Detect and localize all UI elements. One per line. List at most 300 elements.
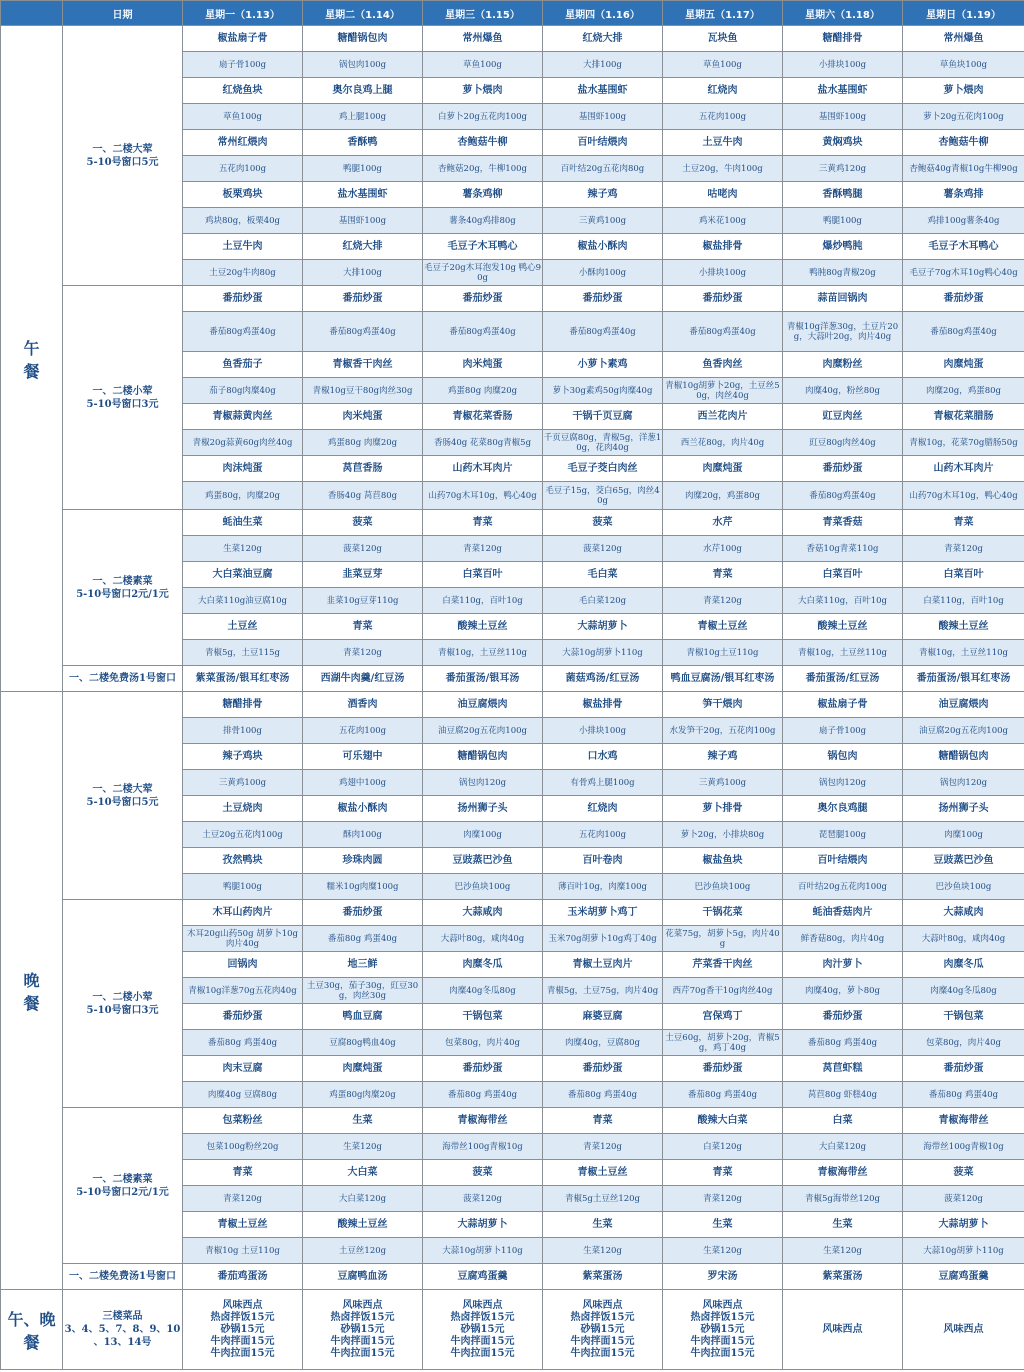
dish-name: 鸭血豆腐 [303, 1004, 423, 1030]
soup-item: 紫菜蛋汤 [543, 1264, 663, 1290]
dish-name: 辣子鸡块 [183, 744, 303, 770]
dish-ingredients: 肉糜40g冬瓜80g [903, 978, 1024, 1004]
dish-name: 酒香肉 [303, 692, 423, 718]
dish-ingredients: 青椒5g海带丝120g [783, 1186, 903, 1212]
dish-name: 杏鲍菇牛柳 [903, 130, 1024, 156]
dish-ingredients: 西芹70g香干10g肉丝40g [663, 978, 783, 1004]
dish-name: 酸辣土豆丝 [783, 614, 903, 640]
dish-name: 盐水基围虾 [303, 182, 423, 208]
dish-name: 大白菜 [303, 1160, 423, 1186]
dish-name: 番茄炒蛋 [183, 286, 303, 312]
dish-name: 青椒香干肉丝 [303, 352, 423, 378]
dish-ingredients: 大白菜120g [303, 1186, 423, 1212]
dish-name: 肉米炖蛋 [423, 352, 543, 378]
dish-ingredients: 肉糜100g [423, 822, 543, 848]
dish-name: 青椒土豆丝 [663, 614, 783, 640]
dish-name: 毛豆子木耳鸭心 [903, 234, 1024, 260]
dish-name: 白菜百叶 [423, 562, 543, 588]
dish-name: 扬州狮子头 [903, 796, 1024, 822]
dish-ingredients: 番茄80g鸡蛋40g [543, 312, 663, 352]
dish-ingredients: 水芹100g [663, 536, 783, 562]
dish-ingredients: 木耳20g山药50g 胡萝卜10g肉片40g [183, 926, 303, 952]
dish-name: 椒盐排骨 [543, 692, 663, 718]
soup-item: 豆腐鸡蛋羹 [903, 1264, 1024, 1290]
dish-ingredients: 毛豆子15g，茭白65g，肉丝40g [543, 482, 663, 510]
dish-ingredients: 五花肉100g [303, 718, 423, 744]
dish-ingredients: 包菜80g，肉片40g [423, 1030, 543, 1056]
dish-ingredients: 小酥肉100g [543, 260, 663, 286]
dish-name: 酸辣土豆丝 [423, 614, 543, 640]
dish-ingredients: 生菜120g [303, 1134, 423, 1160]
dish-ingredients: 锅包肉120g [423, 770, 543, 796]
dish-name: 干锅花菜 [663, 900, 783, 926]
dish-ingredients: 草鱼100g [183, 104, 303, 130]
soup-item: 鸭血豆腐汤/银耳红枣汤 [663, 666, 783, 692]
dish-name: 毛白菜 [543, 562, 663, 588]
dish-ingredients: 鸭肫80g青椒20g [783, 260, 903, 286]
dish-ingredients: 番茄80g鸡蛋40g [783, 482, 903, 510]
dish-ingredients: 鸡蛋80g肉糜20g [303, 1082, 423, 1108]
dish-name: 大蒜胡萝卜 [543, 614, 663, 640]
dish-name: 青菜香菇 [783, 510, 903, 536]
dish-ingredients: 锅包肉100g [303, 52, 423, 78]
soup-item: 紫菜蛋汤/银耳红枣汤 [183, 666, 303, 692]
dish-ingredients: 肉糜40g，豆腐80g [543, 1030, 663, 1056]
dish-ingredients: 山药70g木耳10g，鸭心40g [423, 482, 543, 510]
dish-name: 生菜 [663, 1212, 783, 1238]
dish-name: 番茄炒蛋 [543, 286, 663, 312]
dish-ingredients: 大蒜叶80g，咸肉40g [423, 926, 543, 952]
dish-ingredients: 番茄80g 鸡蛋40g [543, 1082, 663, 1108]
dish-name: 油豆腐煨肉 [423, 692, 543, 718]
dish-name: 糖醋排骨 [783, 26, 903, 52]
dish-name: 糖醋锅包肉 [423, 744, 543, 770]
dish-ingredients: 豇豆80g肉丝40g [783, 430, 903, 456]
dish-name: 白菜百叶 [783, 562, 903, 588]
dish-ingredients: 五花肉100g [543, 822, 663, 848]
dish-name: 番茄炒蛋 [423, 286, 543, 312]
dish-ingredients: 青椒10g，土豆丝110g [903, 640, 1024, 666]
dish-ingredients: 大蒜10g胡萝卜110g [423, 1238, 543, 1264]
dish-name: 鱼香茄子 [183, 352, 303, 378]
dish-ingredients: 三黄鸡100g [663, 770, 783, 796]
dish-name: 油豆腐煨肉 [903, 692, 1024, 718]
dish-ingredients: 糯米10g肉糜100g [303, 874, 423, 900]
dish-name: 奥尔良鸡腿 [783, 796, 903, 822]
soup-item: 番茄蛋汤/红豆汤 [783, 666, 903, 692]
dish-name: 肉末豆腐 [183, 1056, 303, 1082]
dish-ingredients: 百叶结20g五花肉100g [783, 874, 903, 900]
dish-ingredients: 青菜120g [903, 536, 1024, 562]
dish-ingredients: 青菜120g [183, 1186, 303, 1212]
dish-name: 番茄炒蛋 [903, 1056, 1024, 1082]
third-floor-item: 风味西点 热卤拌饭15元 砂锅15元 牛肉拌面15元 牛肉拉面15元 [663, 1290, 783, 1370]
dish-ingredients: 菠菜120g [543, 536, 663, 562]
soup-item: 番茄蛋汤/银耳红枣汤 [903, 666, 1024, 692]
dish-ingredients: 青椒5g，土豆75g，肉片40g [543, 978, 663, 1004]
dish-name: 常州爆鱼 [423, 26, 543, 52]
dish-ingredients: 白菜110g，百叶10g [423, 588, 543, 614]
dish-name: 青椒蒜黄肉丝 [183, 404, 303, 430]
dish-ingredients: 油豆腐20g五花肉100g [423, 718, 543, 744]
dish-ingredients: 五花肉100g [183, 156, 303, 182]
dish-ingredients: 番茄80g 鸡蛋40g [903, 1082, 1024, 1108]
dish-ingredients: 杏鲍菇40g青椒10g牛柳90g [903, 156, 1024, 182]
dish-name: 笋干煨肉 [663, 692, 783, 718]
dish-ingredients: 青椒10g 土豆110g [183, 1238, 303, 1264]
dish-name: 宫保鸡丁 [663, 1004, 783, 1030]
dish-ingredients: 鸡蛋80g 肉糜20g [423, 378, 543, 404]
dish-row [1, 510, 1024, 536]
dish-name: 椒盐小酥肉 [303, 796, 423, 822]
dish-ingredients: 大白菜110g油豆腐10g [183, 588, 303, 614]
dish-ingredients: 生菜120g [543, 1238, 663, 1264]
soup-item: 番茄蛋汤/银耳汤 [423, 666, 543, 692]
dish-name: 韭菜豆芽 [303, 562, 423, 588]
soup-item: 菌菇鸡汤/红豆汤 [543, 666, 663, 692]
dish-name: 小萝卜素鸡 [543, 352, 663, 378]
dish-name: 番茄炒蛋 [783, 1004, 903, 1030]
dish-name: 毛豆子茭白肉丝 [543, 456, 663, 482]
header-date-label: 日期 [63, 1, 183, 26]
dish-name: 大蒜胡萝卜 [903, 1212, 1024, 1238]
dish-name: 百叶结煨肉 [543, 130, 663, 156]
dish-name: 椒盐小酥肉 [543, 234, 663, 260]
dish-name: 肉米炖蛋 [303, 404, 423, 430]
dish-ingredients: 萝卜20g，小排块80g [663, 822, 783, 848]
dish-ingredients: 扇子骨100g [783, 718, 903, 744]
dish-name: 肉糜粉丝 [783, 352, 903, 378]
dish-ingredients: 番茄80g鸡蛋40g [903, 312, 1024, 352]
dish-ingredients: 小排块100g [783, 52, 903, 78]
dish-ingredients: 白菜120g [663, 1134, 783, 1160]
dish-name: 青菜 [543, 1108, 663, 1134]
dish-ingredients: 鸡上腿100g [303, 104, 423, 130]
dish-ingredients: 番茄80g鸡蛋40g [423, 312, 543, 352]
section-title: 三楼菜品 3、4、5、7、8、9、10 、13、14号 [63, 1290, 183, 1370]
dish-name: 地三鲜 [303, 952, 423, 978]
dish-name: 酸辣土豆丝 [303, 1212, 423, 1238]
header-day: 星期六（1.18） [783, 1, 903, 26]
dish-name: 酸辣土豆丝 [903, 614, 1024, 640]
dish-name: 菠菜 [423, 1160, 543, 1186]
dish-name: 百叶结煨肉 [783, 848, 903, 874]
dish-ingredients: 基围虾100g [783, 104, 903, 130]
dish-name: 杏鲍菇牛柳 [423, 130, 543, 156]
header-row [1, 1, 1024, 26]
dish-name: 板栗鸡块 [183, 182, 303, 208]
dish-ingredients: 肉糜20g，鸡蛋80g [663, 482, 783, 510]
dish-name: 山药木耳肉片 [423, 456, 543, 482]
dish-ingredients: 百叶结20g五花肉80g [543, 156, 663, 182]
dish-name: 莴苣虾糕 [783, 1056, 903, 1082]
dish-ingredients: 土豆20g牛肉80g [183, 260, 303, 286]
dish-name: 莴苣香肠 [303, 456, 423, 482]
dish-name: 椒盐鱼块 [663, 848, 783, 874]
third-floor-row [1, 1290, 1024, 1370]
dish-ingredients: 青菜120g [303, 640, 423, 666]
dish-ingredients: 白菜110g，百叶10g [903, 588, 1024, 614]
dish-ingredients: 琵琶腿100g [783, 822, 903, 848]
dish-name: 玉米胡萝卜鸡丁 [543, 900, 663, 926]
dish-ingredients: 大白菜110g，百叶10g [783, 588, 903, 614]
dish-name: 香酥鸭腿 [783, 182, 903, 208]
dish-name: 生菜 [783, 1212, 903, 1238]
dish-name: 青菜 [423, 510, 543, 536]
dish-ingredients: 生菜120g [183, 536, 303, 562]
dish-ingredients: 番茄80g 鸡蛋40g [663, 1082, 783, 1108]
dish-ingredients: 茄子80g肉糜40g [183, 378, 303, 404]
dish-ingredients: 大排100g [543, 52, 663, 78]
dish-name: 糖醋排骨 [183, 692, 303, 718]
dish-name: 干锅包菜 [903, 1004, 1024, 1030]
dish-ingredients: 千页豆腐80g，青椒5g，洋葱10g，花肉40g [543, 430, 663, 456]
dish-ingredients: 青椒10g，花菜70g腊肠50g [903, 430, 1024, 456]
dish-name: 番茄炒蛋 [663, 286, 783, 312]
dish-name: 糖醋锅包肉 [303, 26, 423, 52]
dish-ingredients: 菠菜120g [423, 1186, 543, 1212]
dish-ingredients: 锅包肉120g [783, 770, 903, 796]
dish-name: 番茄炒蛋 [663, 1056, 783, 1082]
dish-ingredients: 土豆60g，胡萝卜20g，青椒5g，鸡丁40g [663, 1030, 783, 1056]
dish-ingredients: 香肠40g 花菜80g青椒5g [423, 430, 543, 456]
third-floor-item: 风味西点 热卤拌饭15元 砂锅15元 牛肉拌面15元 牛肉拉面15元 [543, 1290, 663, 1370]
header-corner [1, 1, 63, 26]
dish-ingredients: 肉糜40g冬瓜80g [423, 978, 543, 1004]
third-floor-item: 风味西点 [783, 1290, 903, 1370]
menu-body [1, 26, 1024, 1370]
dish-name: 番茄炒蛋 [903, 286, 1024, 312]
dish-ingredients: 三黄鸡120g [783, 156, 903, 182]
dish-name: 椒盐扇子骨 [183, 26, 303, 52]
header-day: 星期五（1.17） [663, 1, 783, 26]
header-day: 星期二（1.14） [303, 1, 423, 26]
dish-name: 香酥鸭 [303, 130, 423, 156]
dish-ingredients: 白萝卜20g五花肉100g [423, 104, 543, 130]
dish-ingredients: 毛豆子70g木耳10g鸭心40g [903, 260, 1024, 286]
dish-name: 水芹 [663, 510, 783, 536]
dish-ingredients: 水发笋干20g，五花肉100g [663, 718, 783, 744]
soup-row [1, 1264, 1024, 1290]
dish-name: 盐水基围虾 [543, 78, 663, 104]
dish-ingredients: 毛豆子20g木耳泡发10g 鸭心90g [423, 260, 543, 286]
dish-name: 咕咾肉 [663, 182, 783, 208]
dish-name: 黄焖鸡块 [783, 130, 903, 156]
dish-name: 红烧大排 [543, 26, 663, 52]
dish-name: 青菜 [303, 614, 423, 640]
dish-name: 酸辣大白菜 [663, 1108, 783, 1134]
dish-ingredients: 青椒10g洋葱70g五花肉40g [183, 978, 303, 1004]
dish-ingredients: 青椒10g胡萝卜20g，土豆丝50g，肉丝40g [663, 378, 783, 404]
dish-name: 干锅包菜 [423, 1004, 543, 1030]
dish-name: 红烧大排 [303, 234, 423, 260]
section-title: 一、二楼素菜 5-10号窗口2元/1元 [63, 510, 183, 666]
dish-name: 青椒土豆丝 [183, 1212, 303, 1238]
dish-name: 菠菜 [543, 510, 663, 536]
dish-name: 青菜 [183, 1160, 303, 1186]
dish-ingredients: 青椒20g蒜黄60g肉丝40g [183, 430, 303, 456]
dish-name: 盐水基围虾 [783, 78, 903, 104]
dish-ingredients: 番茄80g鸡蛋40g [303, 312, 423, 352]
dish-ingredients: 巴沙鱼块100g [423, 874, 543, 900]
section-title: 一、二楼大荤 5-10号窗口5元 [63, 26, 183, 286]
dish-ingredients: 巴沙鱼块100g [663, 874, 783, 900]
meal-label-lunch: 午 餐 [1, 26, 63, 692]
dish-ingredients: 青椒5g土豆丝120g [543, 1186, 663, 1212]
dish-name: 萝卜排骨 [663, 796, 783, 822]
dish-name: 珍珠肉圆 [303, 848, 423, 874]
dish-ingredients: 菠菜120g [303, 536, 423, 562]
dish-name: 番茄炒蛋 [783, 456, 903, 482]
dish-ingredients: 大白菜120g [783, 1134, 903, 1160]
dish-ingredients: 肉糜40g 豆腐80g [183, 1082, 303, 1108]
dish-ingredients: 锅包肉120g [903, 770, 1024, 796]
dish-name: 红烧鱼块 [183, 78, 303, 104]
dish-ingredients: 鸡块80g，板栗40g [183, 208, 303, 234]
meal-label-both: 午、晚 餐 [1, 1290, 63, 1370]
dish-name: 肉糜炖蛋 [663, 456, 783, 482]
soup-row [1, 666, 1024, 692]
dish-ingredients: 莴苣80g 虾糕40g [783, 1082, 903, 1108]
dish-ingredients: 青椒10g洋葱30g，土豆片20g，大蒜叶20g，肉片40g [783, 312, 903, 352]
dish-name: 番茄炒蛋 [183, 1004, 303, 1030]
dish-name: 青菜 [663, 562, 783, 588]
dish-name: 青椒海带丝 [783, 1160, 903, 1186]
dish-ingredients: 西兰花80g，肉片40g [663, 430, 783, 456]
dish-name: 番茄炒蛋 [423, 1056, 543, 1082]
third-floor-item: 风味西点 热卤拌饭15元 砂锅15元 牛肉拌面15元 牛肉拉面15元 [183, 1290, 303, 1370]
dish-ingredients: 番茄80g 鸡蛋40g [303, 926, 423, 952]
header-day: 星期一（1.13） [183, 1, 303, 26]
dish-name: 口水鸡 [543, 744, 663, 770]
dish-ingredients: 香肠40g 莴苣80g [303, 482, 423, 510]
dish-ingredients: 生菜120g [783, 1238, 903, 1264]
dish-name: 青椒海带丝 [423, 1108, 543, 1134]
dish-name: 蒜苗回锅肉 [783, 286, 903, 312]
dish-ingredients: 番茄80g 鸡蛋40g [423, 1082, 543, 1108]
dish-ingredients: 青椒10g豆干80g肉丝30g [303, 378, 423, 404]
dish-ingredients: 青菜120g [543, 1134, 663, 1160]
third-floor-item: 风味西点 热卤拌饭15元 砂锅15元 牛肉拌面15元 牛肉拉面15元 [303, 1290, 423, 1370]
dish-ingredients: 薄百叶10g，肉糜100g [543, 874, 663, 900]
dish-name: 豆豉蒸巴沙鱼 [903, 848, 1024, 874]
dish-ingredients: 鸭腿100g [183, 874, 303, 900]
dish-ingredients: 草鱼块100g [903, 52, 1024, 78]
dish-ingredients: 豆腐80g鸭血40g [303, 1030, 423, 1056]
dish-ingredients: 排骨100g [183, 718, 303, 744]
soup-item: 豆腐鸡蛋羹 [423, 1264, 543, 1290]
dish-ingredients: 土豆30g，茄子30g，豇豆30g，肉丝30g [303, 978, 423, 1004]
dish-name: 干锅千页豆腐 [543, 404, 663, 430]
dish-ingredients: 肉糜40g，粉丝80g [783, 378, 903, 404]
dish-name: 土豆丝 [183, 614, 303, 640]
dish-name: 大蒜咸肉 [903, 900, 1024, 926]
dish-ingredients: 毛白菜120g [543, 588, 663, 614]
dish-ingredients: 香菇10g青菜110g [783, 536, 903, 562]
dish-ingredients: 大排100g [303, 260, 423, 286]
dish-name: 菠菜 [903, 1160, 1024, 1186]
header-day: 星期四（1.16） [543, 1, 663, 26]
dish-ingredients: 有骨鸡上腿100g [543, 770, 663, 796]
dish-row [1, 286, 1024, 312]
dish-ingredients: 土豆丝120g [303, 1238, 423, 1264]
dish-name: 番茄炒蛋 [303, 900, 423, 926]
dish-name: 番茄炒蛋 [303, 286, 423, 312]
dish-name: 椒盐排骨 [663, 234, 783, 260]
third-floor-item: 风味西点 [903, 1290, 1024, 1370]
dish-row [1, 692, 1024, 718]
dish-name: 大白菜油豆腐 [183, 562, 303, 588]
dish-ingredients: 三黄鸡100g [543, 208, 663, 234]
dish-name: 糖醋锅包肉 [903, 744, 1024, 770]
dish-name: 红烧肉 [663, 78, 783, 104]
dish-name: 菠菜 [303, 510, 423, 536]
dish-name: 豇豆肉丝 [783, 404, 903, 430]
dish-ingredients: 鸡米花100g [663, 208, 783, 234]
dish-ingredients: 青菜120g [423, 536, 543, 562]
dish-ingredients: 鸭腿100g [783, 208, 903, 234]
section-title: 一、二楼大荤 5-10号窗口5元 [63, 692, 183, 900]
dish-ingredients: 鸡排100g薯条40g [903, 208, 1024, 234]
dish-row [1, 26, 1024, 52]
dish-name: 萝卜煨肉 [423, 78, 543, 104]
dish-ingredients: 鸡蛋80g 肉糜20g [303, 430, 423, 456]
dish-ingredients: 青椒10g，土豆丝110g [783, 640, 903, 666]
dish-ingredients: 草鱼100g [423, 52, 543, 78]
dish-ingredients: 青椒10g，土豆丝110g [423, 640, 543, 666]
dish-name: 辣子鸡 [543, 182, 663, 208]
dish-name: 土豆牛肉 [663, 130, 783, 156]
dish-name: 蚝油生菜 [183, 510, 303, 536]
dish-ingredients: 萝卜20g五花肉100g [903, 104, 1024, 130]
soup-item: 罗宋汤 [663, 1264, 783, 1290]
dish-ingredients: 鸭腿100g [303, 156, 423, 182]
dish-name: 白菜百叶 [903, 562, 1024, 588]
section-title: 一、二楼小荤 5-10号窗口3元 [63, 900, 183, 1108]
dish-ingredients: 酥肉100g [303, 822, 423, 848]
dish-name: 奥尔良鸡上腿 [303, 78, 423, 104]
dish-ingredients: 土豆20g五花肉100g [183, 822, 303, 848]
meal-label-dinner: 晚 餐 [1, 692, 63, 1290]
dish-ingredients: 大蒜叶80g，咸肉40g [903, 926, 1024, 952]
dish-name: 椒盐扇子骨 [783, 692, 903, 718]
dish-ingredients: 鸡蛋80g，肉糜20g [183, 482, 303, 510]
dish-name: 山药木耳肉片 [903, 456, 1024, 482]
dish-ingredients: 鸡翅中100g [303, 770, 423, 796]
dish-ingredients: 基围虾100g [543, 104, 663, 130]
dish-name: 瓦块鱼 [663, 26, 783, 52]
dish-name: 薯条鸡柳 [423, 182, 543, 208]
dish-name: 芹菜香干肉丝 [663, 952, 783, 978]
dish-name: 白菜 [783, 1108, 903, 1134]
dish-name: 薯条鸡排 [903, 182, 1024, 208]
dish-name: 青椒土豆丝 [543, 1160, 663, 1186]
dish-ingredients: 小排块100g [663, 260, 783, 286]
dish-name: 常州爆鱼 [903, 26, 1024, 52]
dish-ingredients: 草鱼100g [663, 52, 783, 78]
dish-row [1, 900, 1024, 926]
dish-name: 土豆牛肉 [183, 234, 303, 260]
dish-ingredients: 油豆腐20g五花肉100g [903, 718, 1024, 744]
dish-ingredients: 基围虾100g [303, 208, 423, 234]
dish-row [1, 1108, 1024, 1134]
dish-ingredients: 番茄80g 鸡蛋40g [783, 1030, 903, 1056]
dish-name: 青椒花菜香肠 [423, 404, 543, 430]
dish-ingredients: 青菜120g [663, 1186, 783, 1212]
dish-ingredients: 玉米70g胡萝卜10g鸡丁40g [543, 926, 663, 952]
soup-title: 一、二楼免费汤1号窗口 [63, 666, 183, 692]
dish-name: 回锅肉 [183, 952, 303, 978]
